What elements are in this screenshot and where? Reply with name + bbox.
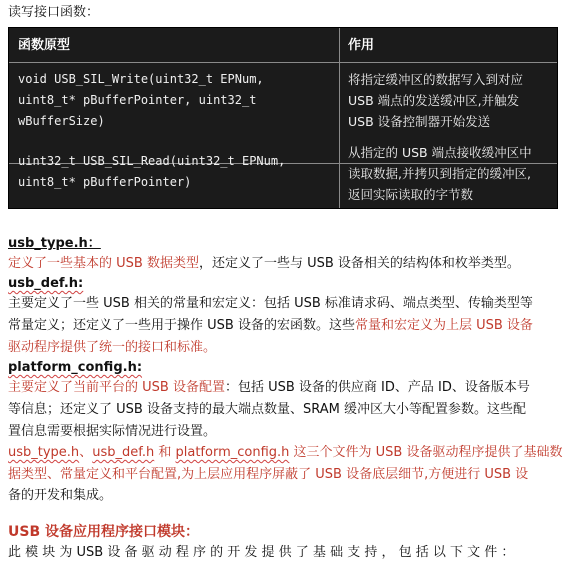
usb-def-title-text: usb_def.h: [8,276,84,291]
table-column-divider [339,28,340,208]
platform-config-highlight: 主要定义了当前平台的 USB 设备配置 [8,380,225,395]
api-section-title: USB 设备应用程序接口模块： [8,524,199,540]
summary-sep: 、 [79,445,93,460]
usb-def-line2-text: 常量定义；还定义了一些用于操作 USB 设备的宏函数。这些 [8,318,355,333]
summary-file-usb-type: usb_type.h [8,445,80,460]
platform-config-rest: ：包括 USB 设备的供应商 ID、产品 ID、设备版本号 [224,380,530,395]
row2-desc-line2: 读取数据,并拷贝到指定的缓冲区, [348,166,531,181]
row2-desc-line1: 从指定的 USB 端点接收缓冲区中 [348,145,532,160]
row2-desc-line3: 返回实际读取的字节数 [348,187,474,202]
table-header-divider [9,62,557,63]
usb-def-line1: 主要定义了一些 USB 相关的常量和宏定义：包括 USB 标准请求码、端点类型、传输类型等 [8,296,533,311]
row2-proto-line2: uint8_t* pBufferPointer) [18,175,192,189]
table-header-purpose: 作用 [348,38,375,53]
function-table [8,27,558,209]
platform-config-line1 [8,378,530,398]
usb-type-highlight: 定义了一些基本的 USB 数据类型 [8,256,199,271]
row1-desc-line2: USB 端点的发送缓冲区,并触发 [348,93,520,108]
summary-file-usb-def: usb_def.h [92,445,155,460]
summary-line2: 据类型、常量定义和平台配置,为上层应用程序屏蔽了 USB 设备底层细节,方便进行 USB 设 [8,467,529,482]
usb-type-title [8,234,101,254]
platform-config-line3: 置信息需要根据实际情况进行设置。 [8,424,217,439]
row1-proto-line1: void USB_SIL_Write(uint32_t EPNum, [18,72,264,86]
summary-file-platform-config: platform_config.h [175,445,290,460]
summary-line1-rest: 这三个文件为 USB 设备驱动程序提供了基础数 [289,445,563,460]
platform-config-line2: 等信息；还定义了 USB 设备支持的最大端点数量、SRAM 缓冲区大小等配置参数。这些配 [8,402,526,417]
intro-line: 读写接口函数： [8,5,100,20]
row1-desc-line1: 将指定缓冲区的数据写入到对应 [348,72,524,87]
row1-proto-line3: wBufferSize) [18,114,105,128]
row1-desc-line3: USB 设备控制器开始发送 [348,114,491,129]
summary-line3: 备的开发和集成。 [8,488,113,503]
api-section-line1: 此 模 块 为 USB 设 备 驱 动 程 序 的 开 发 提 供 了 基 础 支 持 ， 包 括 以 下 文 件 ： [8,545,515,560]
platform-config-title [8,358,142,378]
row2-proto-line1: uint32_t USB_SIL_Read(uint32_t EPNum, [18,154,286,168]
table-header-prototype: 函数原型 [18,38,71,53]
summary-and: 和 [154,445,176,460]
row1-proto-line2: uint8_t* pBufferPointer, uint32_t [18,93,257,107]
usb-def-title [8,274,83,294]
usb-type-rest: ，还定义了一些与 USB 设备相关的结构体和枚举类型。 [198,256,520,271]
usb-def-line2 [8,316,533,336]
usb-type-line1 [8,254,520,274]
usb-def-highlight: 常量和宏定义为上层 USB 设备 [354,318,533,333]
platform-config-title-text: platform_config.h: [8,360,143,375]
summary-line1 [8,443,562,463]
usb-def-line3: 驱动程序提供了统一的接口和标准。 [8,340,217,355]
usb-type-title-text: usb_type.h： [8,236,101,251]
